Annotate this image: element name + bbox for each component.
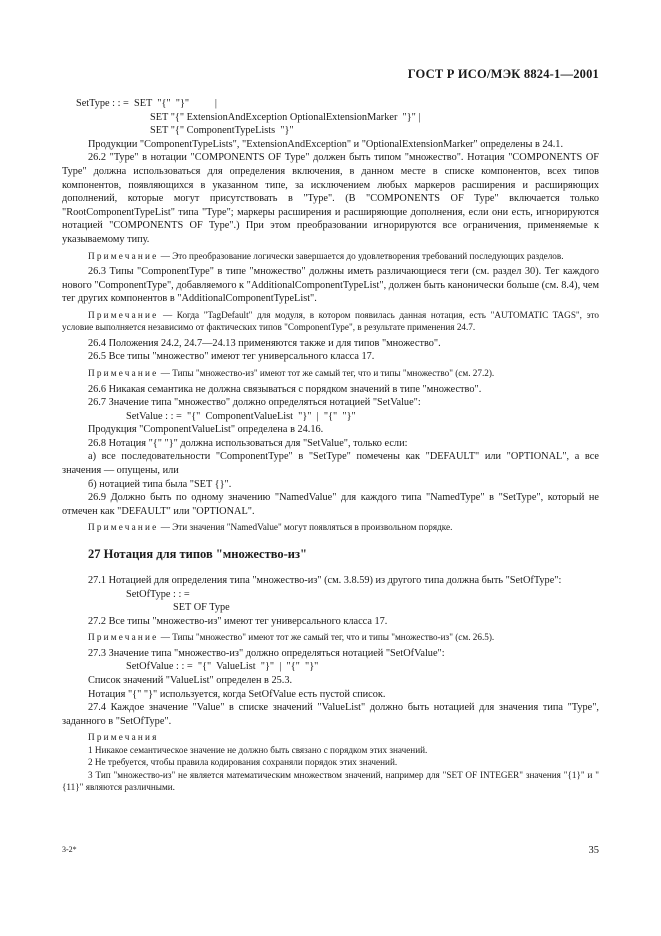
footer-signature: 3-2*: [62, 845, 77, 854]
note-label: Примечание: [88, 632, 159, 643]
notes-item-2: 2 Не требуется, чтобы правила кодирования сохраняли порядок этих значений.: [88, 757, 398, 768]
note-text: — Типы "множество" имеют тот же самый тег, что и типы "множество-из" (см. 26.5).: [158, 632, 495, 643]
note-text: — Когда "TagDefault" для модуля, в котором появилась данная нотация, есть "AUTOMATIC TAGS", это условие выполняется независимо от фактических типов "ComponentType", в результате применения 24.7.: [62, 309, 599, 333]
paragraph-26-4: 26.4 Положения 24.2, 24.7—24.13 применяются также и для типов "множество".: [88, 337, 441, 349]
document-header: ГОСТ Р ИСО/МЭК 8824-1—2001: [407, 67, 599, 81]
note-label: Примечание: [88, 309, 159, 320]
paragraph-26-8-a: а) все последовательности "ComponentType" в "SetType" помечены как "DEFAULT" или "OPTIONAL", а все значения — опущены, или: [62, 451, 599, 477]
note-3: [62, 367, 599, 380]
production-component-value-list: Продукция "ComponentValueList" определена в 24.16.: [88, 424, 324, 436]
setoftype-line-1: SetOfType : : =: [126, 588, 190, 600]
page-number: 35: [588, 845, 599, 856]
paragraph-27-2: 27.2 Все типы "множество-из" имеют тег универсального класса 17.: [88, 615, 388, 627]
paragraph-27-3-b: Список значений "ValueList" определен в 25.3.: [88, 675, 293, 686]
note-label: Примечание: [88, 522, 159, 533]
notes-label: Примечания: [88, 732, 159, 743]
note-4: [62, 521, 599, 534]
note-text: — Это преобразование логически завершается до удовлетворения требований последующих разделов.: [158, 250, 564, 261]
note-label: Примечание: [88, 250, 159, 261]
productions-paragraph: Продукции "ComponentTypeLists", "ExtensionAndException" и "OptionalExtensionMarker" определены в 24.1.: [88, 138, 564, 150]
note-2: [62, 309, 599, 334]
paragraph-26-9: 26.9 Должно быть по одному значению "NamedValue" для каждого типа "NamedType" в "SetType", который не отмечен как "DEFAULT" или "OPTIONAL".: [62, 492, 599, 517]
paragraph-27-1: 27.1 Нотацией для определения типа "множество-из" (см. 3.8.59) из другого типа должна быть "SetOfType":: [88, 574, 562, 586]
document-body: [62, 97, 599, 794]
settype-line-1: SetType : : = SET "{" "}" |: [76, 98, 217, 109]
note-1: [62, 250, 599, 263]
paragraph-26-8-b: б) нотацией типа была "SET {}".: [88, 478, 232, 490]
note-label: Примечание: [88, 368, 159, 378]
section-27-heading: 27 Нотация для типов "множество-из": [88, 546, 307, 561]
note-text: — Эти значения "NamedValue" могут появляться в произвольном порядке.: [158, 522, 453, 533]
paragraph-26-8: 26.8 Нотация "{" "}" должна использоваться для "SetValue", только если:: [88, 437, 408, 449]
paragraph-26-3: 26.3 Типы "ComponentType" в типе "множество" должны иметь различающиеся теги (см. раздел 30). Тег каждого нового "ComponentType", добавляемого к "AdditionalComponentTypeList", должен быть канонически больше (см. 8.4), чем тег других компонентов в "AdditionalComponentTypeList".: [62, 266, 599, 305]
paragraph-26-5: 26.5 Все типы "множество" имеют тег универсального класса 17.: [88, 351, 375, 363]
setofvalue-production: SetOfValue : : = "{" ValueList "}" | "{" "}": [126, 661, 319, 673]
setoftype-line-2: SET OF Type: [173, 602, 230, 614]
note-5: [62, 631, 599, 644]
paragraph-27-3: 27.3 Значение типа "множество-из" должно определяться нотацией "SetOfValue":: [88, 647, 445, 659]
notes-item-1: 1 Никакое семантическое значение не должно быть связано с порядком этих значений.: [88, 744, 428, 755]
settype-line-3: SET "{" ComponentTypeLists "}": [150, 125, 294, 137]
settype-line-2: SET "{" ExtensionAndException OptionalExtensionMarker "}" |: [150, 111, 421, 123]
paragraph-26-2: 26.2 "Type" в нотации "COMPONENTS OF Type" должен быть типом "множество". Нотация "COMPONENTS OF Type" должна использоваться для определения включения, в данном месте в списке компонентов, всех типов компонентов, появляющихся в указанном типе, за исключением любых маркеров расширения и расширяющих дополнений, которые могут присутствовать в "Type". (В "COMPONENTS OF Type" включается только "RootComponentTypeList" типа "Type"; маркеры расширения и расширяющие дополнения, если они есть, игнорируются нотацией "COMPONENTS OF Type".) При этом преобразовании игнорируются все ограничения, применяемые к указываемому типу.: [62, 152, 599, 245]
notes-item-3: 3 Тип "множество-из" не является математическим множеством значений, например для "SET OF INTEGER" значения "{1}" и "{11}" являются различными.: [62, 769, 599, 793]
setvalue-production: SetValue : : = "{" ComponentValueList "}" | "{" "}": [126, 410, 356, 422]
paragraph-27-3-c: Нотация "{" "}" используется, когда SetOfValue есть пустой список.: [88, 688, 386, 700]
note-text: — Типы "множество-из" имеют тот же самый тег, что и типы "множество" (см. 27.2).: [158, 368, 495, 378]
paragraph-26-7: 26.7 Значение типа "множество" должно определяться нотацией "SetValue":: [88, 397, 421, 409]
paragraph-27-4: 27.4 Каждое значение "Value" в списке значений "ValueList" должно быть нотацией для значения типа "Type", заданного в "SetOfType".: [62, 702, 599, 727]
paragraph-26-6: 26.6 Никакая семантика не должна связываться с порядком значений в типе "множество".: [88, 383, 482, 395]
